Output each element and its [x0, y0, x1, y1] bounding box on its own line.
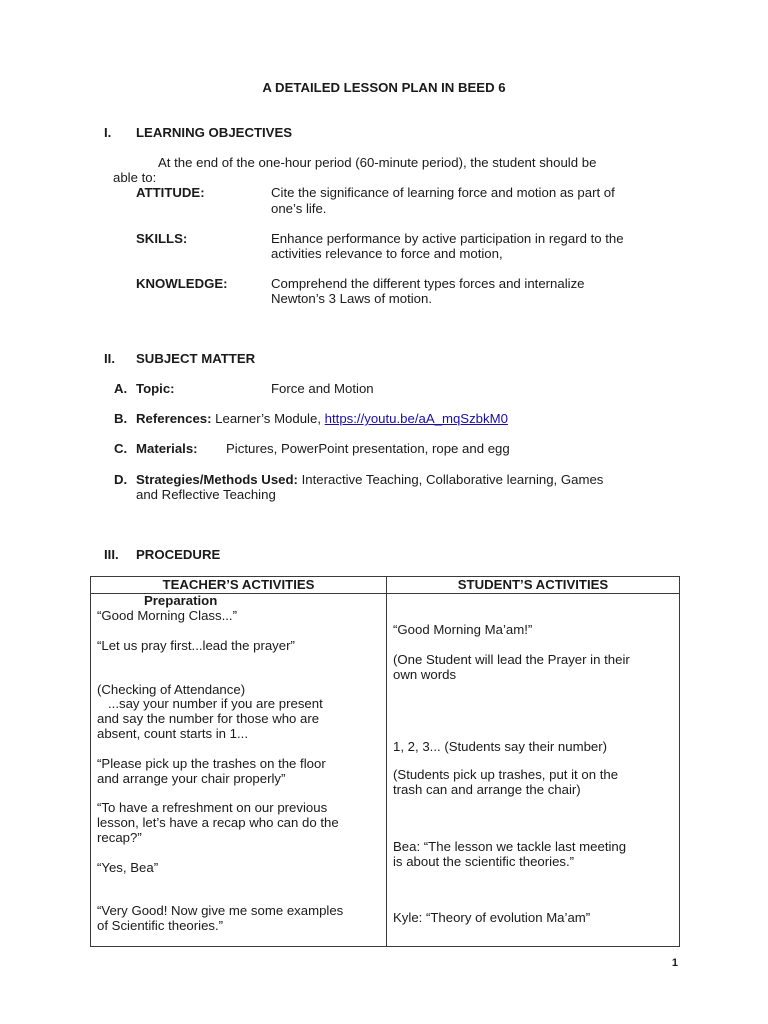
student-line: (Students pick up trashes, put it on the	[393, 767, 619, 782]
teacher-line: and arrange your chair properly”	[97, 771, 286, 786]
procedure-table-header-row	[91, 577, 680, 594]
procedure-table	[90, 576, 680, 947]
strategies-letter: D.	[114, 472, 128, 487]
teacher-line: (Checking of Attendance)	[97, 682, 246, 697]
materials-letter: C.	[114, 441, 128, 456]
teacher-line: “Yes, Bea”	[97, 860, 159, 875]
student-line: Kyle: “Theory of evolution Ma’am”	[393, 910, 591, 925]
section-2-numeral: II.	[104, 351, 115, 366]
attitude-text-line-2: one’s life.	[271, 201, 327, 216]
teacher-line: “Please pick up the trashes on the floor	[97, 756, 326, 771]
procedure-table-row	[91, 594, 680, 947]
preparation-subheading: Preparation	[144, 593, 218, 608]
references-line	[136, 411, 508, 426]
objectives-intro-line-1: At the end of the one-hour period (60-minute period), the student should be	[158, 155, 597, 170]
document-title: A DETAILED LESSON PLAN IN BEED 6	[262, 80, 506, 95]
teacher-activities-header: TEACHER’S ACTIVITIES	[91, 577, 387, 594]
section-1-numeral: I.	[104, 125, 112, 140]
strategies-value: Interactive Teaching, Collaborative learning, Games	[301, 472, 604, 487]
references-value: Learner’s Module,	[215, 411, 321, 426]
topic-letter: A.	[114, 381, 128, 396]
student-line: trash can and arrange the chair)	[393, 782, 581, 797]
topic-label: Topic:	[136, 381, 175, 396]
knowledge-label: KNOWLEDGE:	[136, 276, 228, 291]
student-line: is about the scientific theories.”	[393, 854, 575, 869]
topic-value: Force and Motion	[271, 381, 374, 396]
strategies-line-2: and Reflective Teaching	[136, 487, 276, 502]
student-activities-cell	[387, 594, 680, 947]
references-label: References:	[136, 411, 212, 426]
teacher-line: lesson, let’s have a recap who can do the	[97, 815, 339, 830]
attitude-label: ATTITUDE:	[136, 185, 205, 200]
student-line: own words	[393, 667, 457, 682]
references-letter: B.	[114, 411, 128, 426]
teacher-line: and say the number for those who are	[97, 711, 320, 726]
section-1-heading: LEARNING OBJECTIVES	[136, 125, 293, 140]
student-line: Bea: “The lesson we tackle last meeting	[393, 839, 627, 854]
teacher-line: recap?”	[97, 830, 142, 845]
materials-value: Pictures, PowerPoint presentation, rope and egg	[226, 441, 510, 456]
teacher-line: “Let us pray first...lead the prayer”	[97, 638, 295, 653]
strategies-line-1	[136, 472, 603, 487]
attitude-text-line-1: Cite the significance of learning force and motion as part of	[271, 185, 615, 200]
objectives-intro-line-2: able to:	[113, 170, 157, 185]
teacher-line: “Very Good! Now give me some examples	[97, 903, 344, 918]
page-number: 1	[671, 957, 678, 969]
teacher-line: of Scientific theories.”	[97, 918, 224, 933]
knowledge-text-line-2: Newton’s 3 Laws of motion.	[271, 291, 433, 306]
section-3-heading: PROCEDURE	[136, 547, 221, 562]
skills-text-line-2: activities relevance to force and motion,	[271, 246, 503, 261]
skills-label: SKILLS:	[136, 231, 188, 246]
references-link[interactable]: https://youtu.be/aA_mqSzbkM0	[324, 411, 508, 426]
skills-text-line-1: Enhance performance by active participation in regard to the	[271, 231, 624, 246]
strategies-label: Strategies/Methods Used:	[136, 472, 298, 487]
student-line: “Good Morning Ma’am!”	[393, 622, 533, 637]
section-3-numeral: III.	[104, 547, 119, 562]
student-line: 1, 2, 3... (Students say their number)	[393, 739, 608, 754]
section-2-heading: SUBJECT MATTER	[136, 351, 256, 366]
teacher-line: “To have a refreshment on our previous	[97, 800, 328, 815]
teacher-line: absent, count starts in 1...	[97, 726, 249, 741]
teacher-line: ...say your number if you are present	[97, 696, 323, 711]
teacher-line: “Good Morning Class...”	[97, 608, 237, 623]
student-line: (One Student will lead the Prayer in their	[393, 652, 630, 667]
knowledge-text-line-1: Comprehend the different types forces and internalize	[271, 276, 585, 291]
materials-label: Materials:	[136, 441, 198, 456]
teacher-activities-cell	[91, 594, 387, 947]
student-activities-header: STUDENT’S ACTIVITIES	[387, 577, 680, 594]
